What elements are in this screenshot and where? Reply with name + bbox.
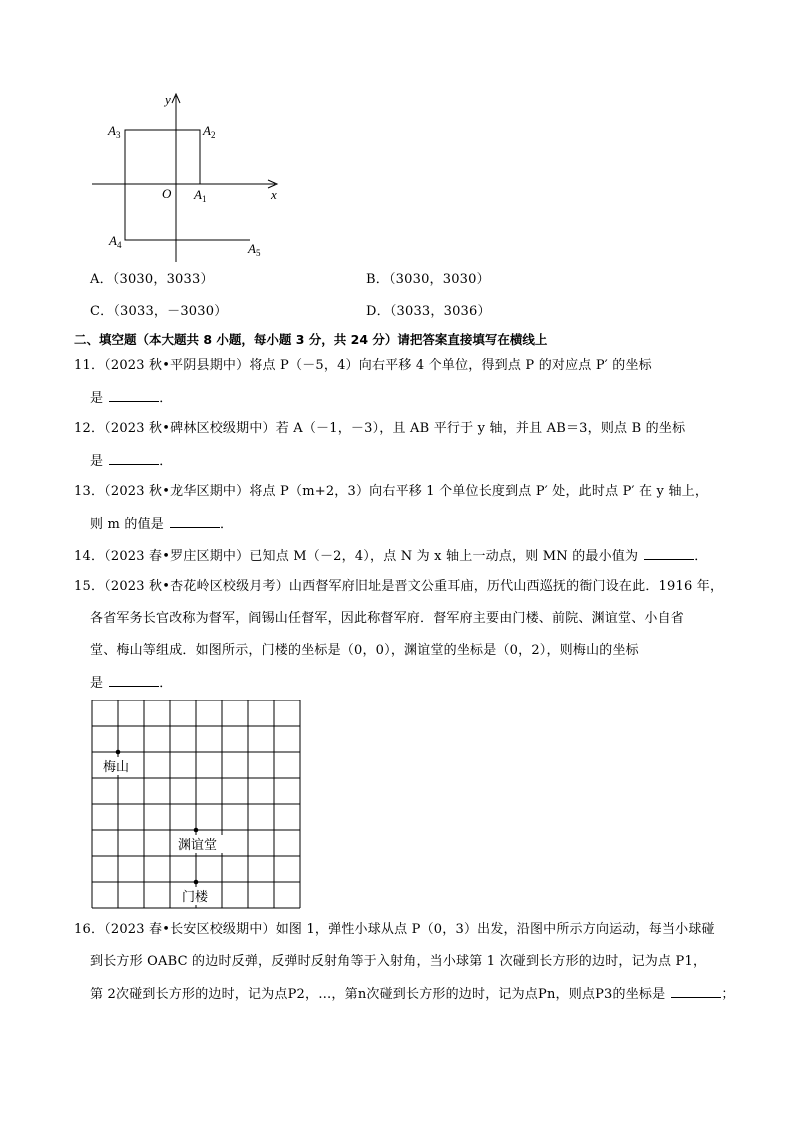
point-label-a5: $A_5$	[248, 241, 261, 258]
origin-label: O	[162, 186, 172, 201]
question-16-line3: 第 2次碰到长方形的边时，记为点P2，…，第n次碰到长方形的边时，记为点Pn，则点P3的坐标是 ；	[90, 987, 735, 1002]
menlou-point	[194, 880, 199, 885]
question-12-line1: 12．（2023 秋•碑林区校级期中）若 A（－1，－3），且 AB 平行于 y 轴，并且 AB＝3，则点 B 的坐标	[74, 421, 686, 436]
y-axis-label: y	[165, 92, 171, 107]
meishan-label: 梅山	[103, 759, 130, 774]
question-11-line2: 是 ．	[90, 391, 173, 406]
yuanyitang-point	[194, 828, 199, 833]
question-15-line2: 各省军务长官改称为督军，阎锡山任督军，因此称督军府．督军府主要由门楼、前院、渊谊堂、小自省	[90, 611, 685, 626]
question-15-prefix: 是	[90, 676, 104, 691]
point-label-a3: $A_3$	[108, 123, 121, 140]
question-13-line1: 13．（2023 秋•龙华区期中）将点 P（m+2，3）向右平移 1 个单位长度到点 P′ 处，此时点 P′ 在 y 轴上，	[74, 484, 709, 499]
option-b: B．（3030，3030）	[366, 272, 490, 287]
question-15-line1: 15．（2023 秋•杏花岭区校级月考）山西督军府旧址是晋文公重耳庙，历代山西巡抚的衙门设在此．1916 年，	[74, 579, 724, 594]
point-label-a1: $A_1$	[194, 187, 207, 204]
question-14-line1: 14．（2023 春•罗庄区期中）已知点 M（－2，4），点 N 为 x 轴上一动点，则 MN 的最小值为 ．	[74, 549, 708, 564]
question-13-prefix: 则 m 的值是	[90, 517, 164, 532]
question-16-text: 第 2次碰到长方形的边时，记为点P2，…，第n次碰到长方形的边时，记为点Pn，则点P3的坐标是	[90, 987, 666, 1002]
question-12-line2: 是 ．	[90, 454, 173, 469]
meishan-point	[116, 750, 121, 755]
question-12-prefix: 是	[90, 454, 104, 469]
grid-lines	[92, 700, 300, 908]
answer-blank-11	[109, 389, 159, 402]
question-15-line3: 堂、梅山等组成．如图所示，门楼的坐标是（0，0），渊谊堂的坐标是（0，2），则梅山的坐标	[90, 643, 639, 658]
question-11-prefix: 是	[90, 391, 104, 406]
coordinate-figure	[80, 90, 290, 270]
point-label-a2: $A_2$	[203, 123, 216, 140]
question-15-line4: 是 ．	[90, 676, 173, 691]
grid-map-figure	[90, 700, 302, 910]
section-header: 二、填空题（本大题共 8 小题，每小题 3 分，共 24 分）请把答案直接填写在横线上	[74, 332, 548, 347]
question-14-text: 14．（2023 春•罗庄区期中）已知点 M（－2，4），点 N 为 x 轴上一动点，则 MN 的最小值为	[74, 549, 639, 564]
yuanyitang-label: 渊谊堂	[178, 837, 218, 852]
question-16-line1: 16．（2023 春•长安区校级期中）如图 1，弹性小球从点 P（0，3）出发，沿图中所示方向运动，每当小球碰	[74, 922, 715, 937]
option-c: C．（3033，－3030）	[90, 304, 228, 319]
answer-blank-15	[109, 674, 159, 687]
point-label-a4: $A_4$	[109, 233, 122, 250]
answer-blank-16	[671, 985, 721, 998]
option-d: D．（3033，3036）	[366, 304, 491, 319]
question-16-line2: 到长方形 OABC 的边时反弹，反弹时反射角等于入射角，当小球第 1 次碰到长方形的边时，记为点 P1，	[90, 954, 707, 969]
question-13-line2: 则 m 的值是 ．	[90, 517, 234, 532]
question-11-line1: 11．（2023 秋•平阴县期中）将点 P（－5，4）向右平移 4 个单位，得到点 P 的对应点 P′ 的坐标	[74, 358, 652, 373]
option-a: A．（3030，3033）	[90, 272, 214, 287]
answer-blank-12	[109, 452, 159, 465]
answer-blank-14	[644, 547, 694, 560]
answer-blank-13	[170, 515, 220, 528]
menlou-label: 门楼	[182, 889, 209, 904]
spiral-path	[125, 130, 250, 240]
x-axis-label: x	[271, 187, 277, 202]
